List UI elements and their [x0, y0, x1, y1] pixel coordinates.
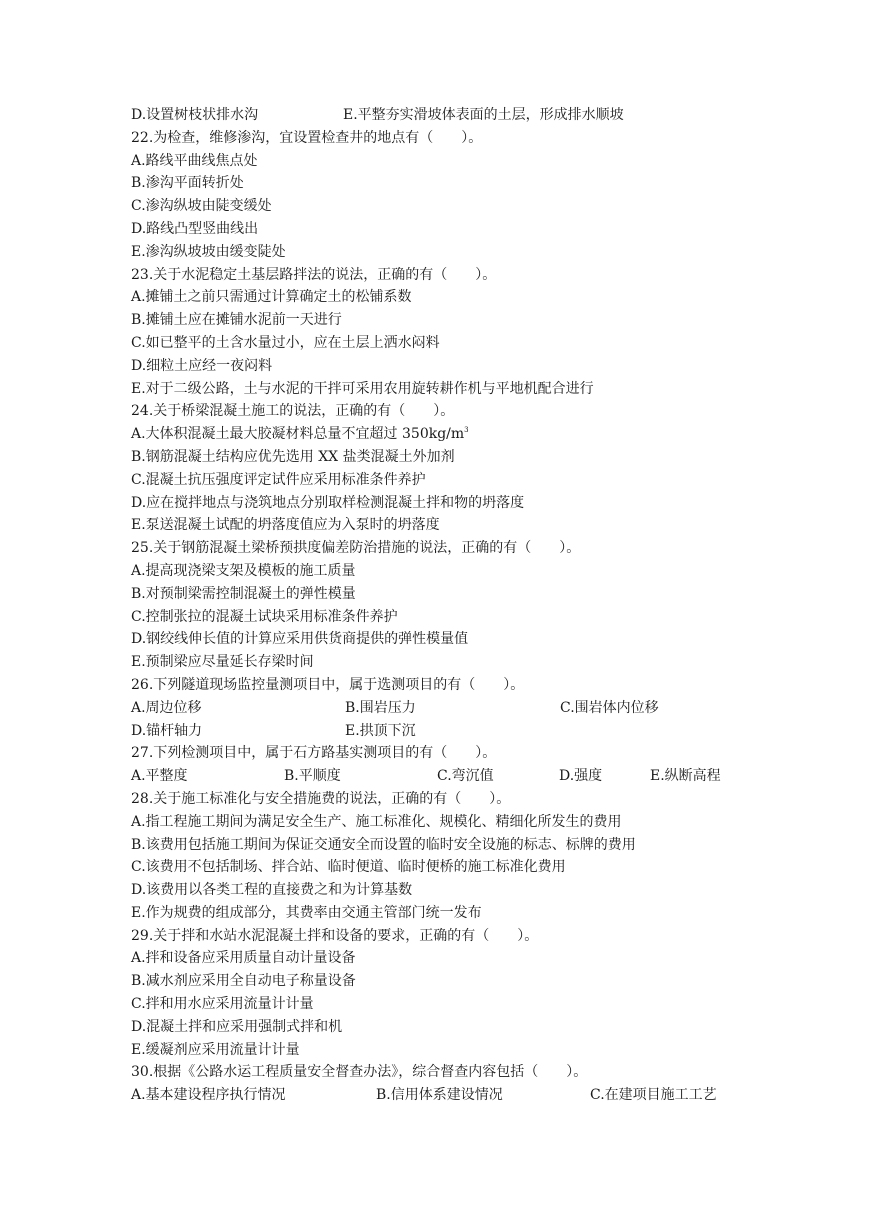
option: A.路线平曲线焦点处: [131, 152, 258, 169]
option-row: [131, 697, 771, 720]
option: C.如已整平的土含水量过小，应在土层上洒水闷料: [131, 334, 440, 351]
question-23: 23.关于水泥稳定土基层路拌法的说法，正确的有（ ）。: [131, 266, 497, 283]
option: [131, 423, 771, 446]
option: B.对预制梁需控制混凝土的弹性模量: [131, 585, 356, 602]
question-24: 24.关于桥梁混凝土施工的说法，正确的有（ ）。: [131, 403, 455, 420]
option: B.该费用包括施工期间为保证交通安全而设置的临时安全设施的标志、标牌的费用: [131, 836, 636, 853]
option-a: A.周边位移: [131, 699, 202, 716]
option-e: E.拱顶下沉: [345, 722, 416, 739]
option: C.渗沟纵坡由陡变缓处: [131, 198, 272, 215]
option: B.钢筋混凝土结构应优先选用 XX 盐类混凝土外加剂: [131, 448, 455, 465]
option: D.细粒土应经一夜闷料: [131, 357, 273, 374]
option: D.路线凸型竖曲线出: [131, 220, 259, 237]
option: A.摊铺土之前只需通过计算确定土的松铺系数: [131, 289, 412, 306]
question-28: 28.关于施工标准化与安全措施费的说法，正确的有（ ）。: [131, 790, 511, 807]
option: E.缓凝剂应采用流量计计量: [131, 1041, 300, 1058]
option-c: C.在建项目施工工艺: [590, 1087, 717, 1104]
option-b: B.平顺度: [284, 768, 341, 785]
option: D.混凝土拌和应采用强制式拌和机: [131, 1018, 343, 1035]
option: A.指工程施工期间为满足安全生产、施工标准化、规模化、精细化所发生的费用: [131, 813, 622, 830]
option: C.拌和用水应采用流量计计量: [131, 996, 314, 1013]
option: E.泵送混凝土试配的坍落度值应为入泵时的坍落度: [131, 517, 440, 534]
question-25: 25.关于钢筋混凝土梁桥预拱度偏差防治措施的说法，正确的有（ ）。: [131, 540, 581, 557]
option: D.该费用以各类工程的直接费之和为计算基数: [131, 882, 413, 899]
question-30: 30.根据《公路水运工程质量安全督查办法》，综合督查内容包括（ ）。: [131, 1064, 588, 1081]
option-d: D.锚杆轴力: [131, 722, 203, 739]
option-c: C.弯沉值: [437, 768, 494, 785]
exam-page: [131, 104, 771, 1107]
option: B.摊铺土应在摊铺水泥前一天进行: [131, 312, 342, 329]
question-26: 26.下列隧道现场监控量测项目中，属于选测项目的有（ ）。: [131, 676, 525, 693]
option-row: [131, 720, 771, 743]
question-29: 29.关于拌和水站水泥混凝土拌和设备的要求，正确的有（ ）。: [131, 927, 539, 944]
option-text: A.大体积混凝土最大胶凝材料总量不宜超过 350kg/m: [131, 426, 465, 443]
option-b: B.信用体系建设情况: [376, 1087, 503, 1104]
option-row: [131, 765, 771, 788]
option-a: A.平整度: [131, 768, 188, 785]
option: C.混凝土抗压强度评定试件应采用标准条件养护: [131, 471, 426, 488]
option-e: E.纵断高程: [650, 768, 721, 785]
option-d: D.强度: [559, 768, 603, 785]
option: E.对于二级公路，土与水泥的干拌可采用农用旋转耕作机与平地机配合进行: [131, 380, 594, 397]
question-27: 27.下列检测项目中，属于石方路基实测项目的有（ ）。: [131, 745, 497, 762]
option-row: [131, 1084, 771, 1107]
option-c: C.围岩体内位移: [560, 699, 659, 716]
option: B.渗沟平面转折处: [131, 175, 244, 192]
option: A.提高现浇梁支架及模板的施工质量: [131, 562, 356, 579]
option: C.该费用不包括制场、拌合站、临时便道、临时便桥的施工标准化费用: [131, 859, 566, 876]
superscript: 3: [464, 426, 469, 435]
option: B.减水剂应采用全自动电子称量设备: [131, 973, 356, 990]
option-a: A.基本建设程序执行情况: [131, 1087, 286, 1104]
option: E.作为规费的组成部分，其费率由交通主管部门统一发布: [131, 904, 482, 921]
option: D.应在搅拌地点与浇筑地点分别取样检测混凝土拌和物的坍落度: [131, 494, 525, 511]
option-e: E.平整夯实滑坡体表面的土层，形成排水顺坡: [343, 107, 624, 123]
option-d: D.设置树枝状排水沟: [131, 107, 259, 123]
option: C.控制张拉的混凝土试块采用标准条件养护: [131, 608, 398, 625]
question-22: 22.为检查，维修渗沟，宜设置检查井的地点有（ ）。: [131, 129, 483, 146]
option-row: [131, 104, 771, 127]
option: D.钢绞线伸长值的计算应采用供货商提供的弹性模量值: [131, 631, 469, 648]
option: E.渗沟纵坡坡由缓变陡处: [131, 243, 286, 260]
option: E.预制梁应尽量延长存梁时间: [131, 654, 314, 671]
option: A.拌和设备应采用质量自动计量设备: [131, 950, 356, 967]
option-b: B.围岩压力: [345, 699, 416, 716]
